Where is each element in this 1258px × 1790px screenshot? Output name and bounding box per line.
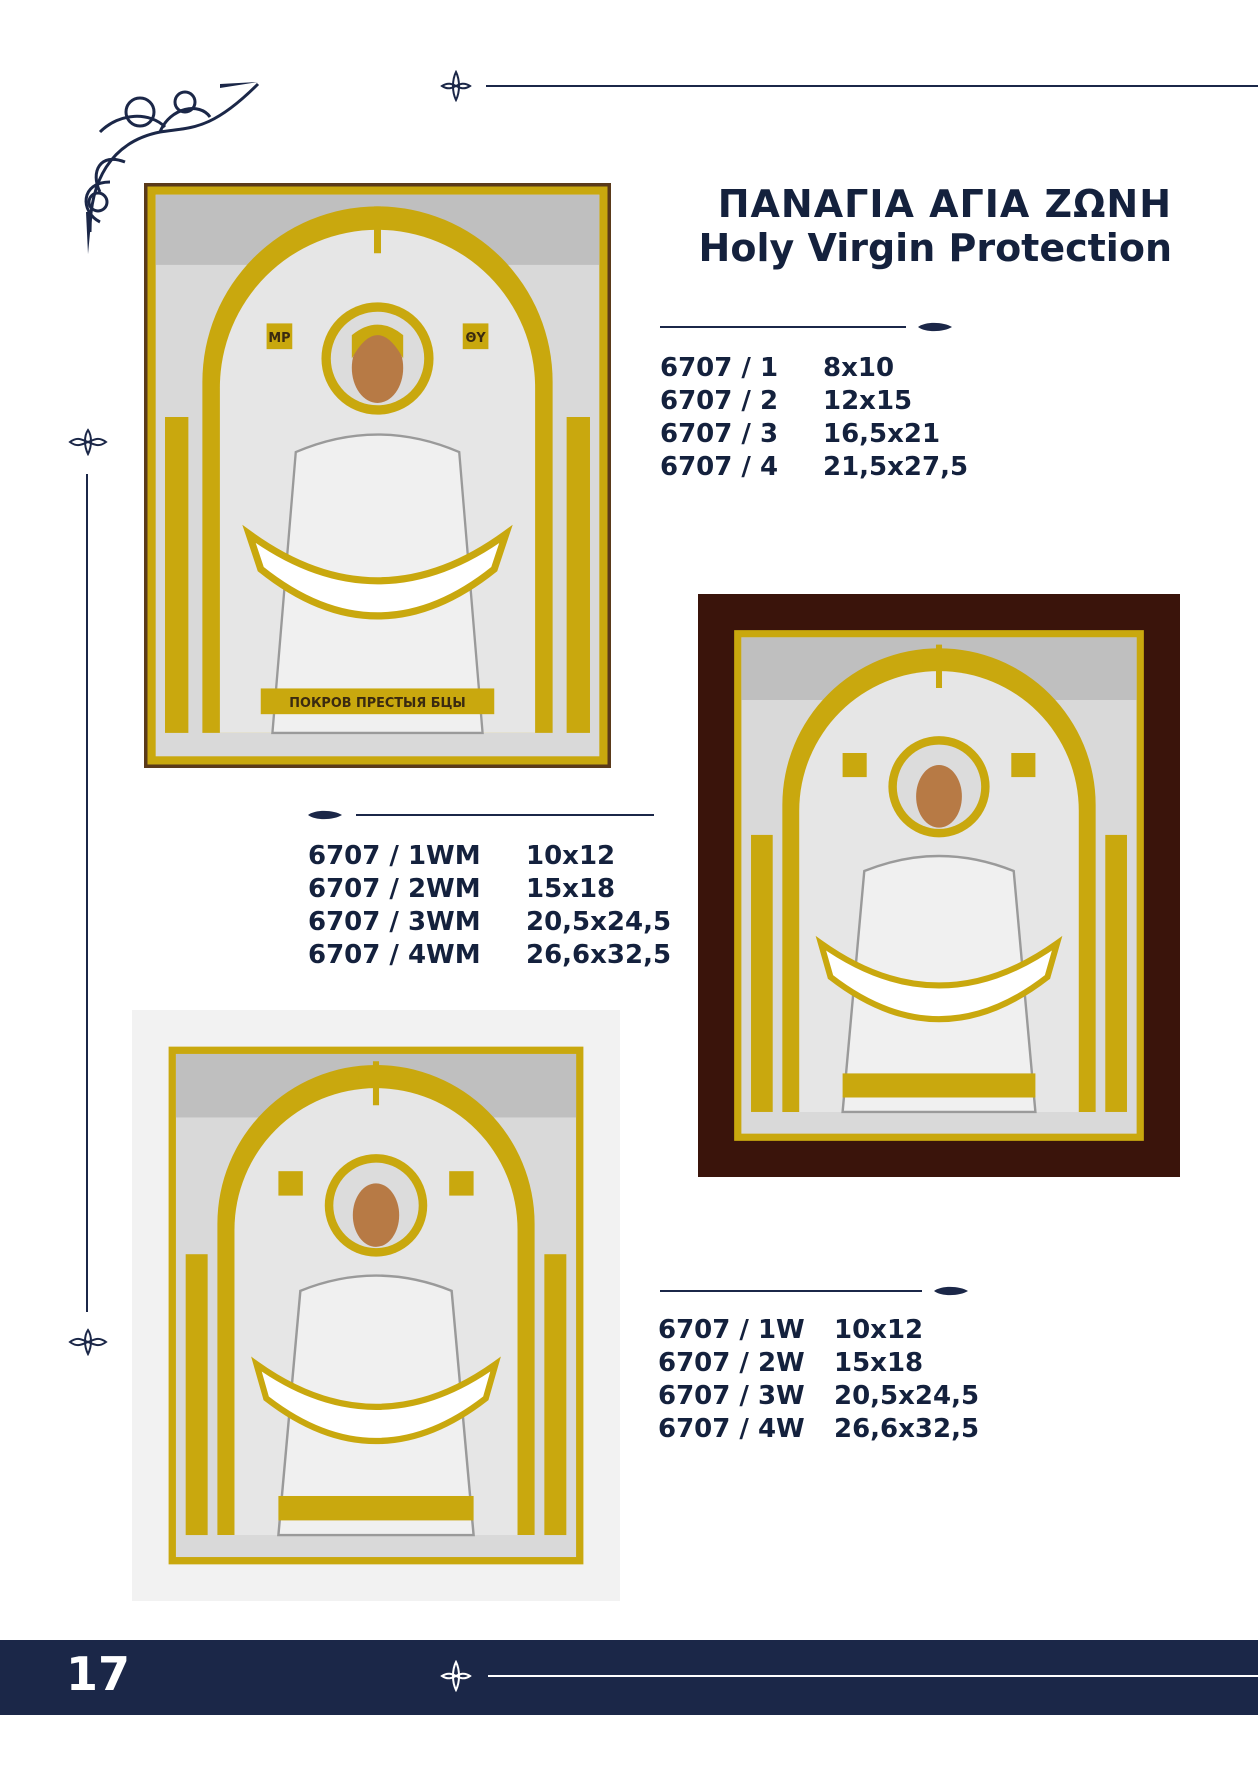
product-code: 6707 / 3WM bbox=[308, 907, 481, 937]
product-code: 6707 / 2WM bbox=[308, 874, 481, 904]
spec-row bbox=[660, 352, 968, 385]
monogram-right: ΘΥ bbox=[465, 331, 486, 347]
product-size: 15x18 bbox=[834, 1348, 924, 1378]
spec-table-wm bbox=[308, 840, 671, 972]
footer-rule bbox=[488, 1675, 1258, 1677]
title-english: Holy Virgin Protection bbox=[698, 226, 1172, 270]
fleuron-ornament-left-top bbox=[68, 428, 108, 456]
product-code: 6707 / 2W bbox=[658, 1348, 805, 1378]
icon-image-wood-frame bbox=[698, 594, 1180, 1177]
product-code: 6707 / 3W bbox=[658, 1381, 805, 1411]
product-code: 6707 / 3 bbox=[660, 419, 779, 449]
spec-row bbox=[658, 1347, 979, 1380]
spec-row bbox=[658, 1413, 979, 1446]
product-size: 26,6x32,5 bbox=[526, 940, 672, 970]
product-code: 6707 / 4W bbox=[658, 1414, 805, 1444]
product-size: 16,5x21 bbox=[823, 419, 941, 449]
spec-table-basic bbox=[660, 352, 968, 484]
product-code: 6707 / 4 bbox=[660, 452, 779, 482]
spec-row bbox=[660, 385, 968, 418]
icon-image-basic bbox=[144, 183, 611, 768]
top-rule bbox=[486, 85, 1258, 87]
fleuron-ornament-top bbox=[440, 70, 472, 102]
spec-wm-rule bbox=[356, 814, 654, 816]
product-code: 6707 / 1WM bbox=[308, 841, 481, 871]
spec-basic-rule bbox=[660, 326, 906, 328]
product-size: 10x12 bbox=[834, 1315, 924, 1345]
page-number: 17 bbox=[66, 1647, 131, 1701]
product-code: 6707 / 2 bbox=[660, 386, 779, 416]
product-size: 20,5x24,5 bbox=[834, 1381, 980, 1411]
spec-wm-rule-tip bbox=[308, 808, 342, 822]
spec-basic-rule-tip bbox=[918, 320, 952, 334]
product-size: 12x15 bbox=[823, 386, 913, 416]
fleuron-ornament-footer bbox=[440, 1660, 472, 1692]
spec-table-w bbox=[658, 1314, 979, 1446]
product-size: 21,5x27,5 bbox=[823, 452, 969, 482]
product-code: 6707 / 1 bbox=[660, 353, 779, 383]
product-size: 20,5x24,5 bbox=[526, 907, 672, 937]
icon-inscription: ПОКРОВ ПРЕСТЫЯ БЦЫ bbox=[289, 696, 466, 712]
spec-row bbox=[308, 939, 671, 972]
spec-row bbox=[660, 418, 968, 451]
product-size: 15x18 bbox=[526, 874, 616, 904]
product-size: 8x10 bbox=[823, 353, 895, 383]
footer-band bbox=[0, 1640, 1258, 1715]
product-size: 10x12 bbox=[526, 841, 616, 871]
spec-w-rule bbox=[660, 1290, 922, 1292]
spec-row bbox=[658, 1314, 979, 1347]
spec-row bbox=[658, 1380, 979, 1413]
icon-image-white-frame bbox=[132, 1010, 620, 1601]
product-size: 26,6x32,5 bbox=[834, 1414, 980, 1444]
product-code: 6707 / 1W bbox=[658, 1315, 805, 1345]
fleuron-ornament-left-bottom bbox=[68, 1328, 108, 1356]
spec-row bbox=[660, 451, 968, 484]
spec-w-rule-tip bbox=[934, 1284, 968, 1298]
title-greek: ΠΑΝΑΓΙΑ ΑΓΙΑ ΖΩΝΗ bbox=[717, 182, 1172, 226]
spec-row bbox=[308, 840, 671, 873]
spec-row bbox=[308, 906, 671, 939]
monogram-left: МР bbox=[268, 331, 291, 347]
product-code: 6707 / 4WM bbox=[308, 940, 481, 970]
spec-row bbox=[308, 873, 671, 906]
left-vertical-rule bbox=[86, 474, 88, 1312]
